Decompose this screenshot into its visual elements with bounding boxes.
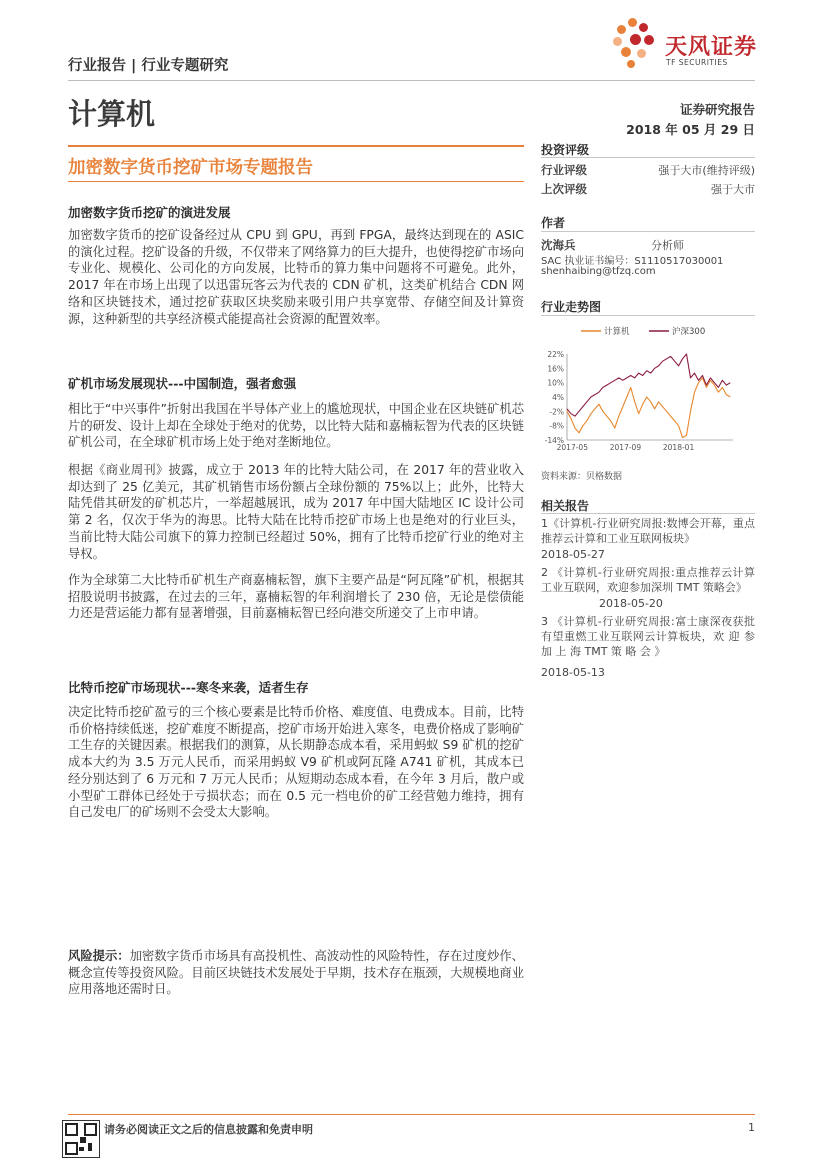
- chart-x-tick-label: 2017-05: [556, 443, 588, 452]
- page-number: 1: [748, 1121, 755, 1134]
- related-report-date: 2018-05-13: [541, 666, 605, 679]
- report-date: 2018 年 05 月 29 日: [626, 122, 755, 137]
- section-paragraph: 加密数字货币的挖矿设备经过从 CPU 到 GPU，再到 FPGA，最终达到现在的 ASIC 的演化过程。挖矿设备的升级，不仅带来了网络算力的巨大提升，也使得挖矿市场向专业化、规模化、公司化的方向发展，比特币的算力集中问题将不可避免。此外，2017 年在市场上出现了以迅雷玩客云为代表的 CDN 矿机，这类矿机结合 CDN 网络和区块链技术，通过挖矿获取区块奖励来吸引用户共享宽带、存储空间及计算资源，这种新型的共享经济模式能提高社会资源的配置效率。: [68, 228, 524, 326]
- chart-series-line-2: [567, 354, 730, 416]
- chart-y-tick-label: -14%: [544, 436, 564, 445]
- header-rule: [68, 80, 755, 81]
- related-header: 相关报告: [541, 499, 590, 513]
- trend-header: 行业走势图: [541, 300, 602, 314]
- report-type: 证券研究报告: [679, 102, 755, 117]
- author-role: 分析师: [651, 239, 684, 252]
- chart-series-line-1: [567, 378, 730, 438]
- chart-y-tick-label: 22%: [547, 350, 564, 359]
- previous-rating-label: 上次评级: [541, 182, 587, 196]
- section-heading: 比特币挖矿市场现状---寒冬来袭，适者生存: [68, 680, 309, 695]
- related-report-date: 2018-05-27: [541, 548, 605, 561]
- chart-x-tick-label: 2017-09: [609, 443, 642, 452]
- section-paragraph: 决定比特币挖矿盈亏的三个核心要素是比特币价格、难度值、电费成本。目前，比特币价格持续低迷，挖矿难度不断提高，挖矿市场开始进入寒冬，电费价格成了影响矿工生存的关键因素。根据我们的测算，从长期静态成本看，采用蚂蚁 S9 矿机的挖矿成本大约为 3.5 万元人民币，而采用蚂蚁 V9 矿机或阿瓦隆 A741 矿机，其成本已经分别达到了 6 万元和 7 万元人民币；从短期动态成本看，在今年 3 月后，散户或小型矿工群体已经处于亏损状态；而在 0.5 元一档电价的矿工经营勉力维持，拥有自己发电厂的矿场则不会受太大影响。: [68, 705, 524, 820]
- chart-y-tick-label: 16%: [547, 364, 564, 374]
- chart-y-tick-label: 10%: [547, 378, 564, 388]
- report-title: 加密数字货币挖矿市场专题报告: [68, 158, 313, 178]
- chart-legend-label: 计算机: [604, 327, 630, 337]
- author-cert: SAC 执业证书编号：S1110517030001: [541, 256, 724, 267]
- author-name: 沈海兵: [541, 238, 576, 252]
- section-paragraph: 相比于“中兴事件”折射出我国在半导体产业上的尴尬现状，中国企业在区块链矿机芯片的研发、设计上却在全球处于绝对的优势，以比特大陆和嘉楠耘智为代表的区块链矿机公司，在全球矿机市场上处于绝对垄断地位。: [68, 402, 524, 450]
- title-rule-bottom: [68, 181, 524, 182]
- section-heading: 加密数字货币挖矿的演进发展: [68, 205, 231, 220]
- chart-source: 资料来源：贝格数据: [541, 472, 623, 482]
- section-paragraph: 根据《商业周刊》披露，成立于 2013 年的比特大陆公司，在 2017 年的营业收入却达到了 25 亿美元，其矿机销售市场份额占全球份额的 75%以上；此外，比特大陆凭借其研发的矿机芯片，一举超越展讯，成为 2017 年中国大陆地区 IC 设计公司第 2 名，仅次于华为的海思。比特大陆在比特币挖矿市场上也是绝对的行业巨头，当前比特大陆公司旗下的算力控制已经超过 50%，拥有了比特币挖矿行业的绝对主导权。: [68, 463, 524, 561]
- section-paragraph: 作为全球第二大比特币矿机生产商嘉楠耘智，旗下主要产品是“阿瓦隆”矿机，根据其招股说明书披露，在过去的三年，嘉楠耘智的年利润增长了 230 倍，无论是偿债能力还是营运能力都有显著增强，目前嘉楠耘智已经向港交所递交了上市申请。: [68, 573, 524, 621]
- brand-en: TF SECURITIES: [666, 58, 728, 67]
- risk-text: 加密数字货币市场具有高投机性、高波动性的风险特性，存在过度炒作、概念宣传等投资风险。目前区块链技术发展处于早期，技术存在瓶颈，大规模地商业应用落地还需时日。: [68, 949, 524, 997]
- rating-header: 投资评级: [541, 143, 590, 157]
- chart-y-tick-label: 4%: [552, 393, 564, 402]
- footer-rule: [68, 1114, 755, 1115]
- brand-name: 天风证券: [665, 35, 758, 60]
- previous-rating-value: 强于大市: [711, 183, 755, 196]
- risk-label: 风险提示：: [68, 949, 130, 963]
- rating-rule: [541, 157, 755, 158]
- related-report[interactable]: 2 《计算机-行业研究周报:重点推荐云计算工业互联网，欢迎参加深圳 TMT 策略会》: [541, 566, 755, 594]
- related-rule: [541, 513, 755, 514]
- chart-y-tick-label: -8%: [549, 421, 564, 431]
- author-email: shenhaibing@tfzq.com: [541, 266, 656, 277]
- trend-rule: [541, 315, 755, 316]
- qr-code: [62, 1120, 100, 1158]
- sector-title: 计算机: [68, 97, 156, 131]
- section-heading: 矿机市场发展现状---中国制造，强者愈强: [68, 376, 297, 391]
- breadcrumb: 行业报告 | 行业专题研究: [68, 58, 229, 74]
- chart-x-tick-label: 2018-01: [662, 443, 695, 452]
- industry-trend-chart: [537, 318, 759, 458]
- author-header: 作者: [541, 216, 566, 230]
- logo-petals-icon: [609, 18, 661, 70]
- industry-rating-label: 行业评级: [541, 163, 587, 177]
- risk-note: [68, 948, 524, 998]
- chart-legend-label: 沪深300: [672, 327, 706, 337]
- related-report[interactable]: 3 《计算机-行业研究周报:富士康深夜获批有望重燃工业互联网云计算板块，欢 迎 参 加 上 海 TMT 策 略 会 》: [541, 615, 755, 658]
- author-rule: [541, 231, 755, 232]
- industry-rating-value: 强于大市(维持评级): [658, 164, 755, 177]
- chart-y-tick-label: -2%: [549, 407, 564, 417]
- disclaimer[interactable]: 请务必阅读正文之后的信息披露和免责申明: [104, 1123, 313, 1136]
- related-report-date: 2018-05-20: [599, 597, 663, 610]
- brand-logo: [609, 18, 759, 70]
- related-report[interactable]: 1《计算机-行业研究周报:数博会开幕，重点推荐云计算和工业互联网板块》: [541, 517, 755, 545]
- title-rule-top: [68, 145, 524, 147]
